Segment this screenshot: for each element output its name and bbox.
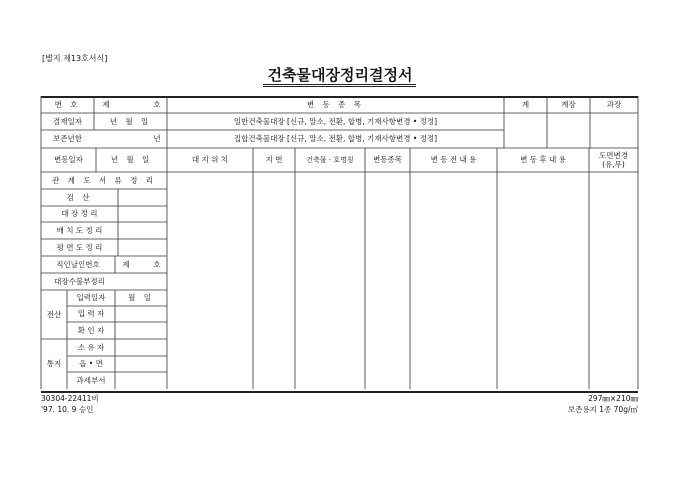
before-header: 변 동 전 내 용 xyxy=(430,155,477,165)
notice-group-label: 통지 xyxy=(46,359,62,369)
change-item-header: 변동종목 xyxy=(373,155,402,165)
calc-label: 검 산 xyxy=(66,192,93,202)
drawing-change-label: 도면변경 xyxy=(599,150,628,160)
seal-je: 제 xyxy=(122,259,130,269)
eup-myeon-label: 읍 • 면 xyxy=(79,359,103,369)
staff-header: 계 xyxy=(521,99,530,109)
register-label: 대 장 정 리 xyxy=(61,209,98,219)
input-date-value: 월 일 xyxy=(128,293,154,303)
drawing-change-yn: (유,무) xyxy=(602,160,625,169)
checker-label: 확 인 자 xyxy=(77,325,105,335)
seal-number-label: 직인날인번호 xyxy=(56,259,100,269)
floor-plan-label: 평 면 도 정 리 xyxy=(56,242,103,252)
appendix-label: 대장수불부정리 xyxy=(54,276,105,286)
lot-header: 지 번 xyxy=(265,155,283,165)
drawing-change-header xyxy=(589,148,638,172)
site-plan-label: 배 치 도 정 리 xyxy=(56,225,103,235)
approval-date-label: 결재일자 xyxy=(53,116,82,126)
retention-label: 보존년한 xyxy=(53,134,82,144)
chief-header: 계장 xyxy=(561,99,576,109)
tax-dept-label: 과세부서 xyxy=(76,375,106,385)
form-code: 30304-22411비 xyxy=(41,394,99,403)
approval-note: '97. 10. 9 승인 xyxy=(41,405,94,414)
building-unit-header: 건축물 · 호명칭 xyxy=(306,155,354,164)
form-number-label: [별지 제13호서식] xyxy=(42,54,108,63)
number-ho: 호 xyxy=(153,99,161,109)
change-type-header: 변 동 종 목 xyxy=(306,99,365,109)
input-date-label: 입력일자 xyxy=(76,293,106,303)
location-header: 대 지 위 치 xyxy=(191,155,229,165)
inputter-label: 입 력 자 xyxy=(77,309,105,319)
approval-date-field[interactable]: 년 월 일 xyxy=(109,116,152,126)
paper-size: 297㎜×210㎜ xyxy=(588,394,638,403)
seal-ho: 호 xyxy=(153,259,161,269)
page-title: 건축물대장정리결정서 xyxy=(267,66,413,84)
aggregate-register-options: 집합건축물대장 [신규, 말소, 전환, 합병, 기재사항변경 • 정정] xyxy=(233,134,438,144)
retention-field[interactable]: 년 xyxy=(153,134,161,144)
change-date-header: 변동일자 xyxy=(54,155,83,165)
manager-header: 과장 xyxy=(606,99,622,109)
paper-type: 보존용지 1종 70g/㎡ xyxy=(567,405,638,414)
after-header: 변 동 후 내 용 xyxy=(520,155,566,165)
number-label: 번 호 xyxy=(54,99,81,109)
general-register-options: 일반건축물대장 [신규, 말소, 전환, 합병, 기재사항변경 • 정정] xyxy=(233,116,438,126)
related-docs-label: 관 계 도 서 류 정 리 xyxy=(51,175,157,185)
number-je: 제 xyxy=(102,99,110,109)
computer-group-label: 전산 xyxy=(46,309,62,319)
date-header: 년 월 일 xyxy=(110,155,153,165)
owner-label: 소 유 자 xyxy=(77,342,105,352)
